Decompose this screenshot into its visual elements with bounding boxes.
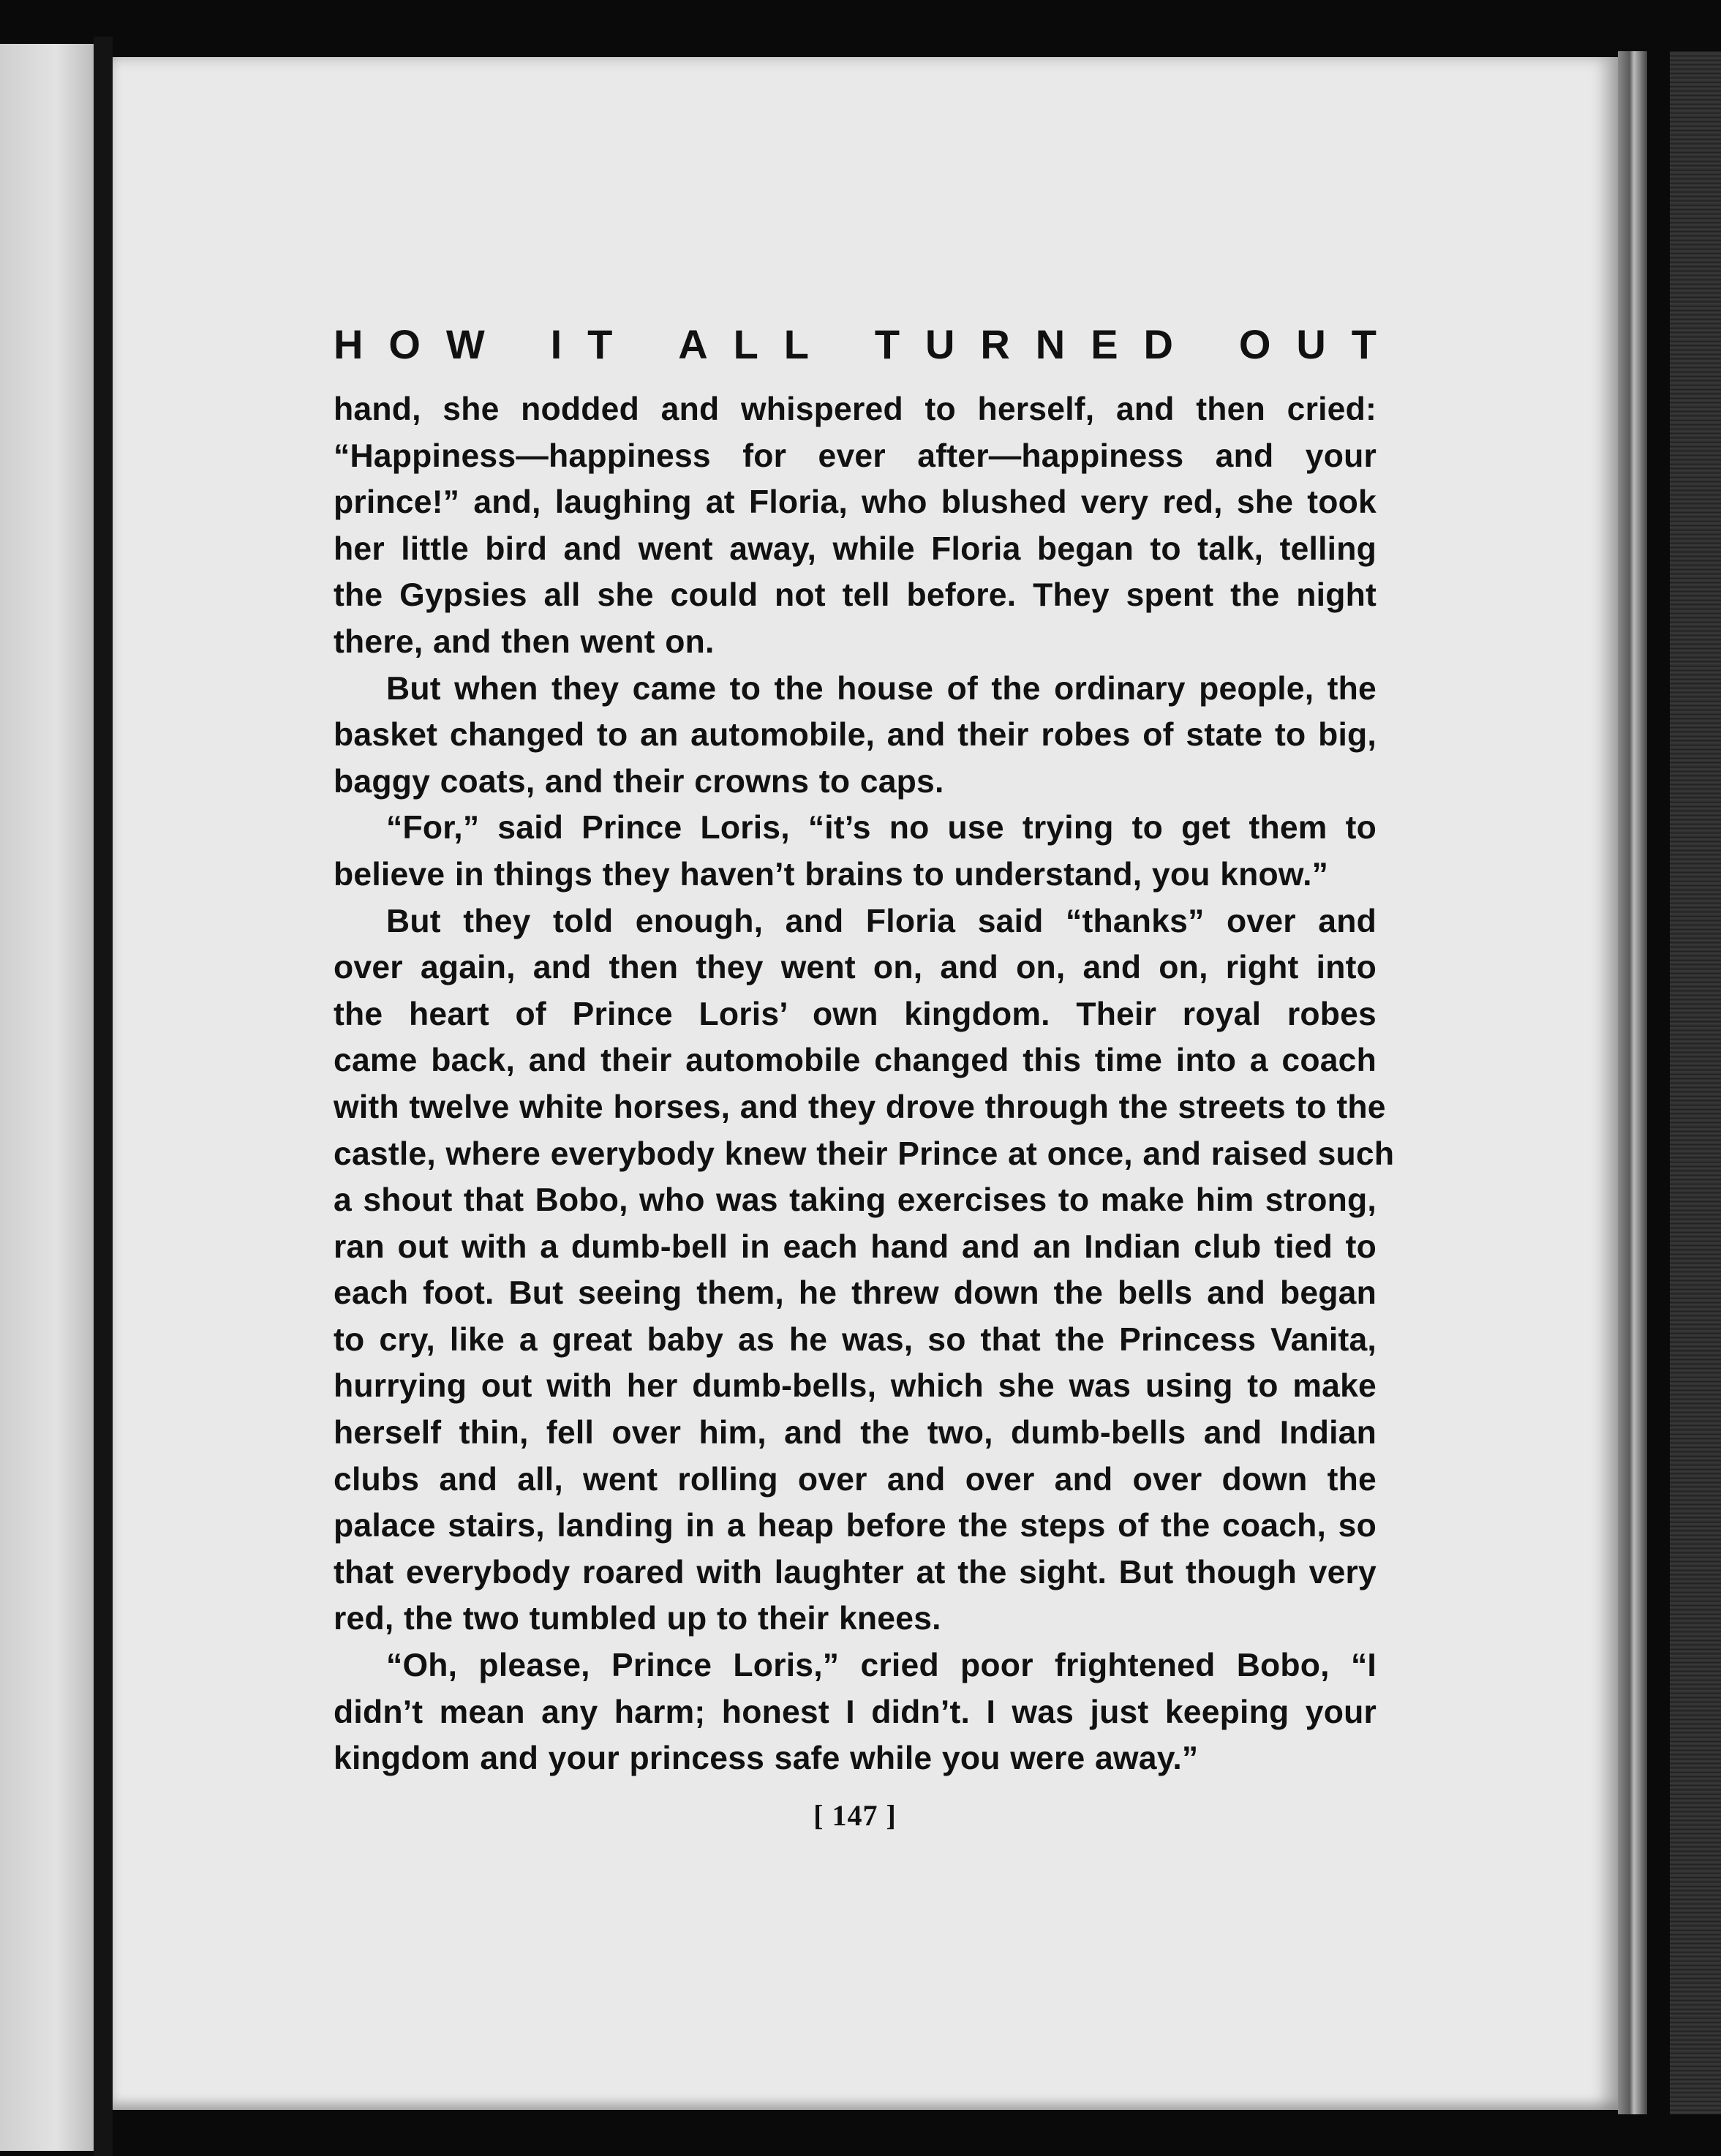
text-line: that everybody roared with laughter at the sight. But though very bbox=[334, 1554, 1377, 1590]
running-head-letter: I bbox=[550, 321, 562, 367]
running-head-letter: U bbox=[925, 321, 955, 367]
running-head-letter: A bbox=[678, 321, 708, 367]
running-head-letter: O bbox=[1238, 321, 1271, 367]
text-line: “Happiness—happiness for ever after—happiness and your bbox=[334, 437, 1377, 474]
text-line: over again, and then they went on, and on, and on, right into bbox=[334, 950, 1377, 986]
text-line: hand, she nodded and whispered to herself, and then cried: bbox=[334, 391, 1377, 427]
text-line: a shout that Bobo, who was taking exercises to make him strong, bbox=[334, 1182, 1377, 1219]
text-line: castle, where everybody knew their Prince at once, and raised such bbox=[334, 1135, 1395, 1172]
text-line: red, the two tumbled up to their knees. bbox=[334, 1601, 941, 1637]
running-head-letter: U bbox=[1296, 321, 1326, 367]
running-head-letter: R bbox=[980, 321, 1010, 367]
text-line: to cry, like a great baby as he was, so that the Princess Vanita, bbox=[334, 1321, 1377, 1358]
facing-page-edge bbox=[0, 44, 94, 2151]
running-head-letter: O bbox=[388, 321, 421, 367]
text-line: the Gypsies all she could not tell before. They spent the night bbox=[334, 577, 1377, 614]
running-head-letter: T bbox=[1351, 321, 1377, 367]
book-cover-edge bbox=[1670, 51, 1721, 2114]
running-head-letter: T bbox=[874, 321, 900, 367]
text-line: herself thin, fell over him, and the two, dumb-bells and Indian bbox=[334, 1415, 1377, 1451]
text-line: with twelve white horses, and they drove through the streets to the bbox=[334, 1089, 1386, 1125]
page-stack-edge bbox=[1618, 51, 1647, 2114]
text-line: But when they came to the house of the ordinary people, the bbox=[386, 670, 1377, 707]
text-line: clubs and all, went rolling over and over and over down the bbox=[334, 1461, 1377, 1498]
body-text bbox=[334, 386, 1395, 1782]
text-line: basket changed to an automobile, and their robes of state to big, bbox=[334, 717, 1377, 754]
text-line: prince!” and, laughing at Floria, who blushed very red, she took bbox=[334, 484, 1377, 521]
text-line: But they told enough, and Floria said “thanks” over and bbox=[386, 903, 1377, 939]
text-line: the heart of Prince Loris’ own kingdom. Their royal robes bbox=[334, 996, 1377, 1032]
text-line: came back, and their automobile changed this time into a coach bbox=[334, 1043, 1377, 1079]
text-line: her little bird and went away, while Floria began to talk, telling bbox=[334, 530, 1377, 567]
text-line: each foot. But seeing them, he threw down the bells and began bbox=[334, 1275, 1377, 1312]
running-head bbox=[334, 316, 1377, 373]
text-line: kingdom and your princess safe while you were away.” bbox=[334, 1740, 1199, 1777]
page-text-block bbox=[334, 316, 1395, 1832]
text-line: baggy coats, and their crowns to caps. bbox=[334, 763, 944, 800]
running-head-letter: H bbox=[334, 321, 364, 367]
text-line: believe in things they haven’t brains to understand, you know.” bbox=[334, 856, 1329, 893]
running-head-letter: N bbox=[1035, 321, 1066, 367]
running-head-letter: L bbox=[783, 321, 809, 367]
text-line: hurrying out with her dumb-bells, which she was using to make bbox=[334, 1368, 1377, 1405]
running-head-letter: L bbox=[733, 321, 758, 367]
text-line: palace stairs, landing in a heap before the steps of the coach, so bbox=[334, 1508, 1377, 1544]
running-head-letter: W bbox=[445, 321, 485, 367]
running-head-letter: E bbox=[1091, 321, 1118, 367]
text-line: ran out with a dumb-bell in each hand and an Indian club tied to bbox=[334, 1228, 1377, 1265]
text-line: “For,” said Prince Loris, “it’s no use trying to get them to bbox=[386, 810, 1377, 846]
book-gutter bbox=[94, 37, 113, 2156]
running-head-letter: T bbox=[587, 321, 613, 367]
text-line: “Oh, please, Prince Loris,” cried poor frightened Bobo, “I bbox=[386, 1648, 1377, 1684]
running-head-letter: D bbox=[1143, 321, 1173, 367]
text-line: didn’t mean any harm; honest I didn’t. I was just keeping your bbox=[334, 1694, 1377, 1730]
text-line: there, and then went on. bbox=[334, 623, 715, 660]
page-number: [ 147 ] bbox=[813, 1799, 897, 1832]
